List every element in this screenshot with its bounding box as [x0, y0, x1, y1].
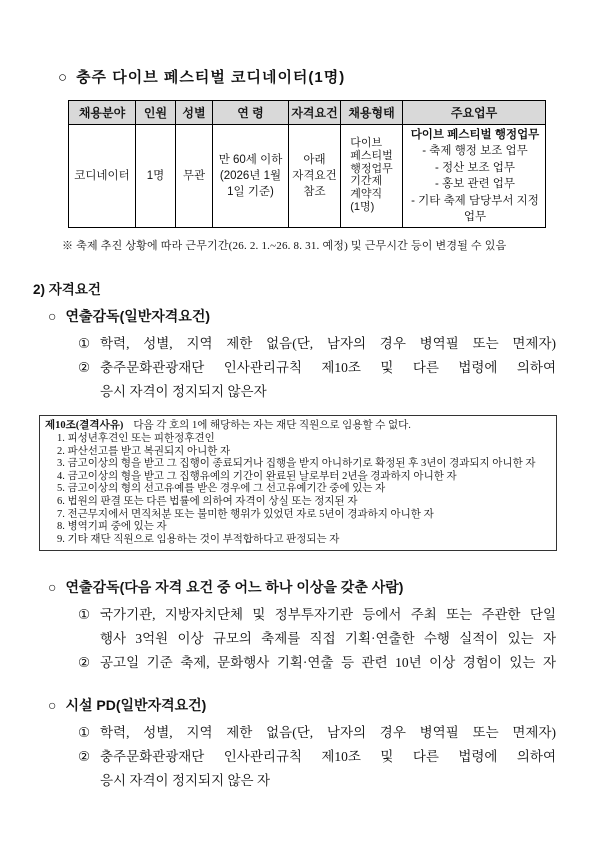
age-line: 만 60세 이하 [218, 154, 283, 167]
cell-duties [403, 125, 546, 228]
list-item [78, 651, 556, 675]
section-heading-qualifications: 2) 자격요건 [33, 282, 101, 298]
circle-bullet-icon: ○ [48, 308, 57, 325]
col-header-headcount: 인원 [136, 101, 176, 125]
subsection-title [48, 695, 556, 715]
subsection-title [48, 577, 556, 597]
qualification-line: 참조 [303, 186, 326, 199]
subsection-title-text: 연출감독(일반자격요건) [65, 308, 211, 325]
subsection-title-text: 연출감독(다음 자격 요건 중 어느 하나 이상을 갖춘 사람) [65, 579, 404, 596]
list-item-line: 학력, 성별, 지역 제한 없음(단, 남자의 경우 병역필 또는 면제자) [100, 336, 556, 352]
cell-age [213, 125, 289, 228]
list-item-line: 응시 자격이 정지되지 않은 자 [100, 773, 270, 789]
cell-field: 코디네이터 [69, 125, 136, 228]
list-item-line: 충주문화관광재단 인사관리규칙 제10조 및 다른 법령에 의하여 [100, 360, 556, 376]
section-director-special [48, 577, 556, 675]
duty-item: - 홍보 관련 업무 [434, 178, 516, 191]
duty-item: - 기타 축제 담당부서 지정 업무 [411, 194, 539, 224]
article-10-item: 8. 병역기피 중에 있는 자 [57, 521, 167, 533]
employment-line: 페스티벌 [350, 149, 393, 162]
subsection-title-text: 시설 PD(일반자격요건) [65, 697, 207, 714]
list-item [78, 745, 556, 793]
circled-number-icon: ① [78, 607, 91, 623]
employment-line: 기간제 [350, 175, 383, 188]
circle-bullet-icon: ○ [48, 579, 57, 596]
article-10-item: 2. 파산선고를 받고 복권되지 아니한 자 [57, 445, 231, 457]
circle-bullet-icon: ○ [48, 697, 57, 714]
page-title [58, 66, 600, 87]
cell-employment-type [341, 125, 403, 228]
employment-line: 다이브 [350, 137, 383, 150]
list-item-line: 공고일 기준 축제, 문화행사 기획·연출 등 관련 10년 이상 경험이 있는 자 [100, 655, 556, 671]
recruitment-table [68, 100, 546, 228]
article-10-item: 5. 금고이상의 형의 선고유예를 받은 경우에 그 선고유예기간 중에 있는 자 [57, 483, 386, 495]
list-item-line: 행사 3억원 이상 규모의 축제를 직접 기획·연출한 수행 실적이 있는 자 [100, 631, 556, 647]
circled-number-icon: ① [78, 725, 91, 741]
circled-number-icon: ① [78, 336, 91, 352]
article-10-item: 4. 금고이상의 형을 받고 그 집행유예의 기간이 완료된 날로부터 2년을 경과하지 아니한 자 [57, 470, 457, 482]
cell-gender: 무관 [176, 125, 213, 228]
age-line: (2026년 1월 [219, 170, 282, 183]
employment-line: 행정업무 [350, 162, 393, 175]
employment-line: 계약직 [350, 188, 383, 201]
list-item-line: 학력, 성별, 지역 제한 없음(단, 남자의 경우 병역필 또는 면제자) [100, 725, 556, 741]
article-10-item: 9. 기타 재단 직원으로 임용하는 것이 부적합하다고 판정되는 자 [57, 533, 340, 545]
qualification-line: 자격요건 [292, 170, 337, 183]
col-header-field: 채용분야 [69, 101, 136, 125]
cell-headcount: 1명 [136, 125, 176, 228]
page-title-text: 충주 다이브 페스티벌 코디네이터(1명) [76, 69, 346, 86]
article-10-item: 7. 전근무지에서 면직처분 또는 불미한 행위가 있었던 자로 5년이 경과하지 아니한 자 [57, 508, 434, 520]
qualification-line: 아래 [303, 154, 326, 167]
article-10-item: 1. 피성년후견인 또는 피한정후견인 [57, 433, 215, 445]
list-item-line: 응시 자격이 정지되지 않은자 [100, 384, 267, 400]
footnote: ※ 축제 추진 상황에 따라 근무기간(26. 2. 1.~26. 8. 31. 예정) 및 근무시간 등이 변경될 수 있음 [62, 240, 507, 253]
section-facility-pd [48, 695, 556, 793]
col-header-gender: 성별 [176, 101, 213, 125]
duties-title: 다이브 페스티벌 행정업무 [410, 129, 540, 141]
table-header-row [69, 101, 546, 125]
article-10-item: 6. 법원의 판결 또는 다른 법률에 의하여 자격이 상실 또는 정지된 자 [57, 496, 358, 507]
list-item [78, 603, 556, 651]
list-item [78, 721, 556, 745]
col-header-age: 연 령 [213, 101, 289, 125]
col-header-qualification: 자격요건 [289, 101, 341, 125]
duty-item: - 축제 행정 보조 업무 [422, 145, 528, 158]
article-10-item: 3. 금고이상의 형을 받고 그 집행이 종료되거나 집행을 받지 아니하기로 확정된 후 3년이 경과되지 아니한 자 [57, 458, 536, 470]
article-10-title: 제10조(결격사유) [45, 420, 124, 432]
subsection-title [48, 306, 556, 326]
article-10-intro: 다음 각 호의 1에 해당하는 자는 재단 직원으로 임용할 수 없다. [133, 420, 411, 432]
employment-line: (1명) [350, 201, 375, 214]
section-director-general [48, 306, 556, 404]
col-header-employment-type: 채용형태 [341, 101, 403, 125]
article-10-box [39, 415, 557, 551]
table-row [69, 125, 546, 228]
list-item [78, 332, 556, 356]
col-header-duties: 주요업무 [403, 101, 546, 125]
circled-number-icon: ② [78, 655, 91, 671]
circle-bullet-icon: ○ [58, 69, 69, 86]
age-line: 1일 기준) [227, 186, 274, 199]
circled-number-icon: ② [78, 360, 91, 376]
duty-item: - 정산 보조 업무 [434, 161, 516, 174]
list-item-line: 충주문화관광재단 인사관리규칙 제10조 및 다른 법령에 의하여 [100, 749, 556, 765]
circled-number-icon: ② [78, 749, 91, 765]
article-10-heading [45, 420, 550, 433]
cell-qualification [289, 125, 341, 228]
list-item [78, 356, 556, 404]
list-item-line: 국가기관, 지방자치단체 및 정부투자기관 등에서 주최 또는 주관한 단일 [100, 607, 556, 623]
